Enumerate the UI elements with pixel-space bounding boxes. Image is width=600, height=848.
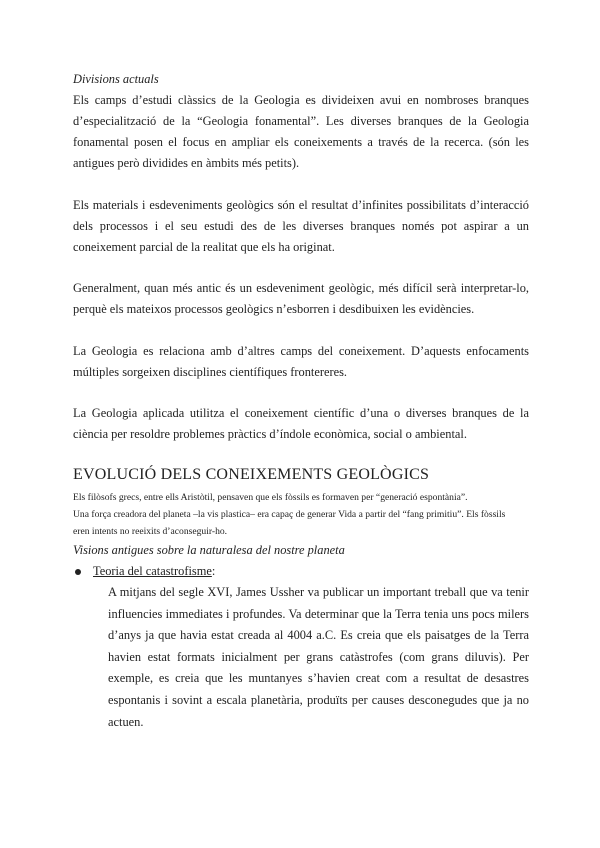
paragraph-3: Generalment, quan més antic és un esdeveniment geològic, més difícil serà interpretar-lo, perquè els mateixos processos geològics n’esborren i desdibuixen les evidències. [73, 281, 529, 316]
bullet-label-suffix: : [211, 564, 216, 578]
bullet-dot-icon [73, 561, 83, 575]
bullet-paragraph: A mitjans del segle XVI, James Ussher va publicar un important treball que va tenir influencies immediates i profundes. Va determinar que la Terra tenia uns pocs milers d’anys ja que havia estat creada al 4004 a.C. Es creia que els paisatges de la Terra havien estat formats inicialment per grans catàstrofes (com grans diluvis). Per exemple, es creia que les muntanyes s’havien creat com a resultat de desastres espontanis i sovint a escala planetària, produïts per causes desconegudes que ja no actuen. [108, 585, 529, 729]
note-line-2: Una força creadora del planeta –la vis plastica– era capaç de generar Vida a partir del “fang primitiu”. Els fòssils [73, 509, 506, 520]
paragraph-5: La Geologia aplicada utilitza el coneixement científic d’una o diverses branques de la ciència per resoldre problemes pràctics d’índole econòmica, social o ambiental. [73, 406, 529, 441]
paragraph-2: Els materials i esdeveniments geològics són el resultat d’infinites possibilitats d’interacció dels processos i el seu estudi des de les diverses branques només pot aspirar a un coneixement parcial de la realitat que els ha originat. [73, 198, 529, 254]
section-heading-divisions: Divisions actuals [73, 72, 159, 86]
paragraph-4: La Geologia es relaciona amb d’altres camps del coneixement. D’aquests enfocaments múltiples sorgeixen disciplines científiques frontereres. [73, 344, 529, 379]
note-line-1: Els filòsofs grecs, entre ells Aristòtil, pensaven que els fòssils es formaven per “generació espontània”. [73, 492, 468, 503]
note-line-3: eren intents no reeixits d’aconseguir-ho. [73, 526, 228, 537]
section-title-evolucio: EVOLUCIÓ DELS CONEIXEMENTS GEOLÒGICS [73, 466, 430, 483]
subheading-visions: Visions antigues sobre la naturalesa del nostre planeta [73, 543, 345, 557]
paragraph-1: Els camps d’estudi clàssics de la Geologia es divideixen avui en nombroses branques d’especialització de la “Geologia fonamental”. Les diverses branques de la Geologia fonamental posen el focus en ampliar els coneixements a través de la recerca. (són les antigues però dividides en àmbits més petits). [73, 93, 529, 170]
bullet-label: Teoria del catastrofisme [93, 564, 212, 578]
bullet-item-catastrofisme [93, 561, 529, 582]
